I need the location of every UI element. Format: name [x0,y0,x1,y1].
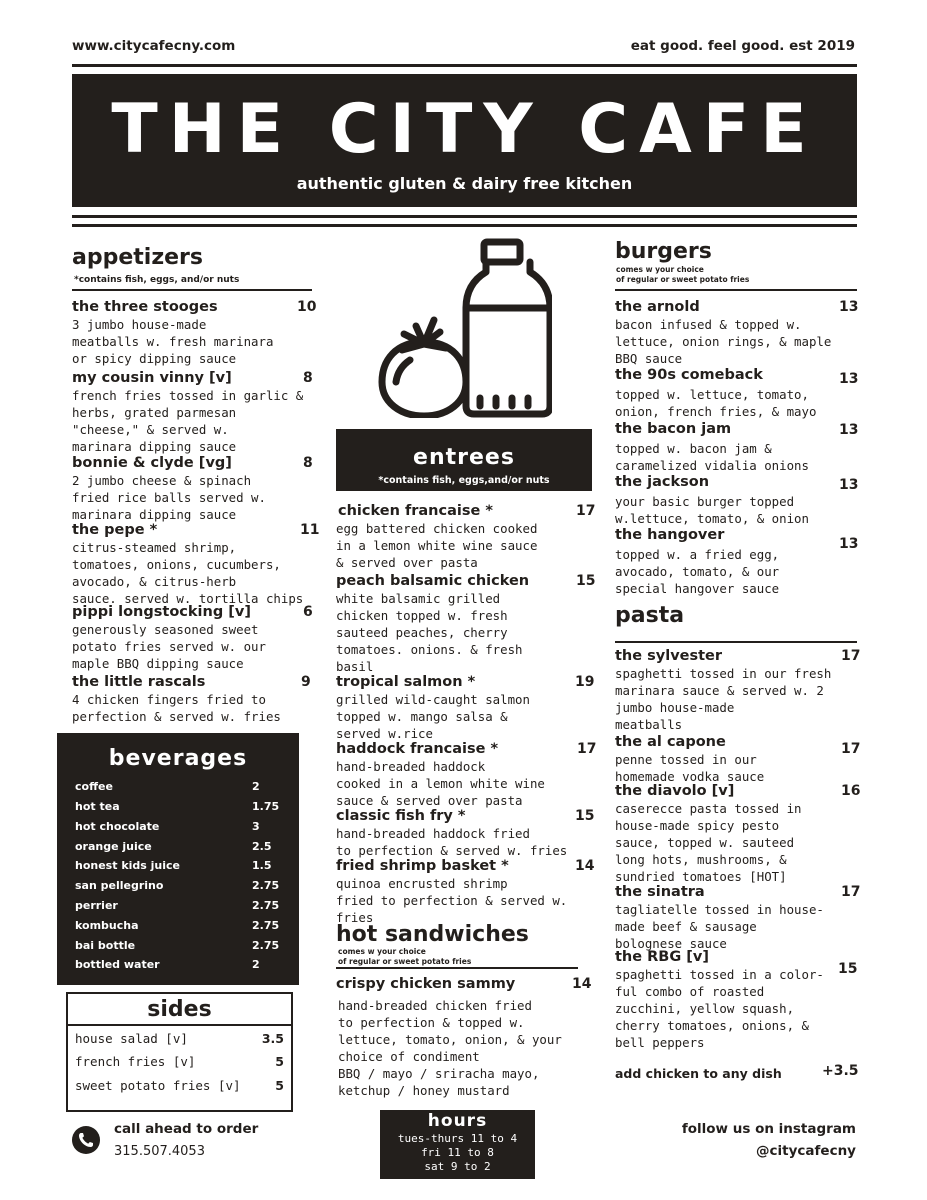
item-name: crispy chicken sammy [336,976,516,992]
hot-sandwiches-title: hot sandwiches [336,922,529,947]
item-name: the arnold [615,299,700,315]
item-description: white balsamic grilled chicken topped w. fresh sauteed peaches, cherry tomatoes. onions. & fresh basil [336,591,523,674]
burgers-note: comes w your choice of regular or sweet potato fries [616,265,750,284]
item-name: the three stooges [72,299,218,315]
menu-item [336,808,594,859]
menu-item [336,674,594,742]
item-description: egg battered chicken cooked in a lemon white wine sauce & served over pasta [336,521,538,570]
burgers-underline [615,289,857,291]
menu-item [615,367,857,420]
item-name: chicken francaise * [338,503,493,519]
menu-item [72,604,314,672]
item-description: generously seasoned sweet potato fries served w. our maple BBQ dipping sauce [72,622,266,671]
item-description: french fries tossed in garlic & herbs, grated parmesan "cheese," & served w. marinara dipping sauce [72,388,304,454]
menu-item [72,370,314,455]
beverage-price: 2 [252,780,260,793]
side-name: sweet potato fries [v] [75,1078,241,1093]
item-price: 13 [839,422,859,438]
beverage-row [75,939,279,958]
menu-item [72,674,314,725]
item-description: grilled wild-caught salmon topped w. mango salsa & served w.rice [336,692,530,741]
item-name: the sylvester [615,648,723,664]
menu-item [615,299,857,367]
menu-item [615,527,857,597]
beverage-price: 1.5 [252,859,272,872]
tagline: eat good. feel good. est 2019 [630,38,855,54]
item-price: 10 [297,299,317,315]
sides-rule [68,1024,291,1026]
item-name: tropical salmon * [336,674,476,690]
item-description: citrus-steamed shrimp, tomatoes, onions, cucumbers, avocado, & citrus-herb sauce. served w. tortilla chips [72,540,304,606]
instagram-handle[interactable]: @citycafecny [756,1143,856,1159]
item-price: 17 [841,648,861,664]
side-price: 5 [275,1054,284,1069]
item-description: caserecce pasta tossed in house-made spicy pesto sauce, topped w. sauteed long hots, mushrooms, & sundried tomatoes [HOT] [615,801,802,884]
beverage-name: honest kids juice [75,859,181,872]
menu-item [336,976,594,1099]
cafe-name: THE CITY CAFE [111,90,818,169]
item-price: 19 [575,674,595,690]
top-rule [72,64,857,67]
item-name: peach balsamic chicken [336,573,530,589]
item-name: the bacon jam [615,421,732,437]
beverage-name: perrier [75,899,118,912]
menu-item [615,734,861,785]
menu-item [615,421,857,474]
item-name: the jackson [615,474,710,490]
appetizers-title: appetizers [72,245,203,270]
entrees-band [336,429,592,491]
hours-line: sat 9 to 2 [424,1160,491,1173]
item-price: 17 [577,741,597,757]
item-name: fried shrimp basket * [336,858,509,874]
entrees-note: *contains fish, eggs,and/or nuts [378,475,550,486]
beverage-price: 1.75 [252,800,280,813]
item-description: hand-breaded haddock fried to perfection & served w. fries [336,826,568,858]
item-description: bacon infused & topped w. lettuce, onion rings, & maple BBQ sauce [615,317,832,366]
beverage-row [75,780,279,799]
beverage-name: bai bottle [75,939,136,952]
item-description: hand-breaded chicken fried to perfection & topped w. lettuce, tomato, onion, & your choice of condiment BBQ / mayo / sriracha mayo, ketchup / honey mustard [338,998,562,1098]
item-description: hand-breaded haddock cooked in a lemon white wine sauce & served over pasta [336,759,545,808]
item-price: 15 [576,573,596,589]
menu-item [615,884,861,952]
item-name: bonnie & clyde [vg] [72,455,232,471]
item-description: quinoa encrusted shrimp fried to perfection & served w. fries [336,876,568,925]
item-name: the RBG [v] [615,949,710,965]
side-price: 3.5 [261,1031,284,1046]
menu-item [336,573,594,675]
hours-box [380,1110,535,1179]
hours-title: hours [427,1111,488,1131]
menu-item [72,522,320,607]
item-name: classic fish fry * [336,808,466,824]
beverage-name: san pellegrino [75,879,164,892]
beverage-price: 2.75 [252,939,280,952]
phone-number[interactable]: 315.507.4053 [114,1144,205,1159]
item-price: 14 [575,858,595,874]
item-price: 11 [300,522,320,538]
item-name: the sinatra [615,884,705,900]
sides-box [66,992,293,1112]
menu-item [72,299,317,367]
add-chicken-price: +3.5 [822,1063,859,1079]
hours-line: fri 11 to 8 [421,1146,494,1159]
item-price: 16 [841,783,861,799]
item-price: 9 [301,674,311,690]
tomato-and-bottle-icon [376,238,552,418]
item-description: tagliatelle tossed in house- made beef & sausage bolognese sauce [615,902,824,951]
side-name: house salad [v] [75,1031,188,1046]
item-price: 15 [838,961,858,977]
item-price: 8 [303,455,313,471]
side-name: french fries [v] [75,1054,196,1069]
beverage-name: orange juice [75,840,152,853]
item-description: spaghetti tossed in a color- ful combo of roasted zucchini, yellow squash, cherry tomatoes, onions, & bell peppers [615,967,824,1050]
title-banner [72,74,857,207]
beverage-price: 2.5 [252,840,272,853]
item-name: the al capone [615,734,726,750]
side-price: 5 [275,1078,284,1093]
item-description: penne tossed in our homemade vodka sauce [615,752,765,784]
hot-sandwiches-underline [336,967,578,969]
beverage-name: hot tea [75,800,120,813]
beverage-row [75,859,279,878]
call-ahead-label: call ahead to order [114,1121,259,1137]
side-row [75,1054,284,1074]
item-description: 2 jumbo cheese & spinach fried rice balls served w. marinara dipping sauce [72,473,266,522]
item-price: 17 [841,741,861,757]
menu-item [615,949,857,1051]
appetizers-note: *contains fish, eggs, and/or nuts [74,275,240,285]
banner-rule-2 [72,224,857,227]
item-name: my cousin vinny [v] [72,370,232,386]
item-price: 14 [572,976,592,992]
menu-item [615,474,857,527]
item-name: pippi longstocking [v] [72,604,251,620]
item-description: topped w. a fried egg, avocado, tomato, & our special hangover sauce [615,547,780,596]
item-price: 13 [839,477,859,493]
hours-line: tues-thurs 11 to 4 [397,1132,518,1145]
beverage-row [75,958,279,977]
item-description: your basic burger topped w.lettuce, tomato, & onion [615,494,809,526]
menu-item [72,455,314,523]
beverage-name: hot chocolate [75,820,160,833]
website-url[interactable]: www.citycafecny.com [72,38,236,54]
beverage-row [75,879,279,898]
beverage-price: 2.75 [252,879,280,892]
beverage-name: kombucha [75,919,139,932]
beverage-price: 2 [252,958,260,971]
item-price: 13 [839,536,859,552]
menu-item [615,648,861,733]
beverage-row [75,899,279,918]
instagram-label: follow us on instagram [681,1121,856,1137]
item-price: 13 [839,371,859,387]
item-name: the hangover [615,527,725,543]
phone-icon [72,1126,100,1154]
side-row [75,1078,284,1098]
appetizers-underline [72,289,312,291]
burgers-title: burgers [615,239,712,264]
item-name: the little rascals [72,674,206,690]
banner-rule-1 [72,215,857,218]
hot-sandwiches-note: comes w your choice of regular or sweet potato fries [338,947,472,966]
beverage-price: 2.75 [252,919,280,932]
add-chicken-label: add chicken to any dish [615,1066,782,1081]
item-price: 17 [576,503,596,519]
item-price: 6 [303,604,313,620]
item-price: 8 [303,370,313,386]
menu-item [336,858,594,926]
item-description: 3 jumbo house-made meatballs w. fresh marinara or spicy dipping sauce [72,317,274,366]
beverage-name: bottled water [75,958,160,971]
item-price: 17 [841,884,861,900]
item-name: the diavolo [v] [615,783,735,799]
cafe-subtitle: authentic gluten & dairy free kitchen [296,174,633,193]
item-description: 4 chicken fingers fried to perfection & served w. fries [72,692,281,724]
item-price: 15 [575,808,595,824]
beverage-row [75,820,279,839]
beverages-box [57,733,299,985]
item-description: topped w. lettuce, tomato, onion, french fries, & mayo [615,387,817,419]
beverage-row [75,840,279,859]
sides-title: sides [147,997,212,1022]
beverage-price: 2.75 [252,899,280,912]
item-description: topped w. bacon jam & caramelized vidalia onions [615,441,809,473]
beverage-row [75,919,279,938]
item-name: the pepe * [72,522,158,538]
menu-item [615,783,861,885]
beverage-row [75,800,279,819]
beverage-price: 3 [252,820,260,833]
item-price: 13 [839,299,859,315]
item-name: haddock francaise * [336,741,499,757]
entrees-title: entrees [413,445,515,470]
item-name: the 90s comeback [615,367,763,383]
side-row [75,1031,284,1051]
menu-item [336,503,594,571]
beverages-title: beverages [108,746,248,771]
beverage-name: coffee [75,780,113,793]
menu-item [336,741,597,809]
pasta-title: pasta [615,603,685,628]
item-description: spaghetti tossed in our fresh marinara sauce & served w. 2 jumbo house-made meatballs [615,666,832,732]
pasta-underline [615,641,857,643]
